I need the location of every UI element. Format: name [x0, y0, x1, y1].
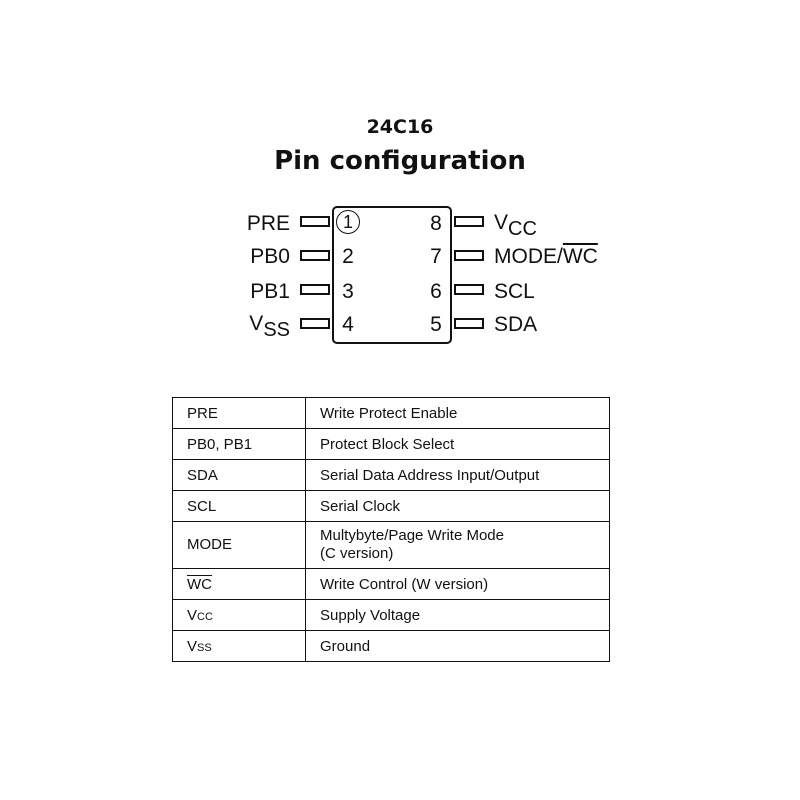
pin-symbol: PRE	[173, 398, 306, 429]
table-row	[173, 569, 610, 600]
pin-description: Write Control (W version)	[306, 569, 610, 600]
pin-label-vcc: VCC	[494, 211, 537, 240]
pin-number-1: 1	[336, 210, 360, 234]
table-row	[173, 429, 610, 460]
pin-label-vss: VSS	[249, 312, 290, 341]
pin-label-mode-wc: MODE/$\overline{WC}$	[494, 245, 598, 268]
pin-symbol: VSS	[173, 631, 306, 662]
pin-description	[306, 522, 610, 569]
pin-symbol: SCL	[173, 491, 306, 522]
pin-7-lead	[454, 250, 484, 261]
pin-number-6: 6	[430, 280, 442, 303]
pin-label-pb0: PB0	[250, 245, 290, 268]
pin-number-7: 7	[430, 245, 442, 268]
pin-description: Write Protect Enable	[306, 398, 610, 429]
pin-symbol-text: $\overline{WC}$	[187, 575, 212, 593]
pin-description-line: (C version)	[320, 545, 394, 562]
pin-6-lead	[454, 284, 484, 295]
pin-symbol: SDA	[173, 460, 306, 491]
pin-description-table	[172, 397, 610, 662]
pin-number-5: 5	[430, 313, 442, 336]
pin-number-8: 8	[430, 212, 442, 235]
pin-2-lead	[300, 250, 330, 261]
table-row	[173, 398, 610, 429]
pin-5-lead	[454, 318, 484, 329]
pin-symbol: VCC	[173, 600, 306, 631]
pin-number-4: 4	[342, 313, 354, 336]
pin-number-3: 3	[342, 280, 354, 303]
pin-symbol: PB0, PB1	[173, 429, 306, 460]
table-row	[173, 522, 610, 569]
pin-number-2: 2	[342, 245, 354, 268]
table-row	[173, 491, 610, 522]
pin-description-line: Multybyte/Page Write Mode	[320, 527, 504, 544]
pin-8-lead	[454, 216, 484, 227]
pin-4-lead	[300, 318, 330, 329]
pin-label-sda: SDA	[494, 313, 538, 336]
pin-description: Protect Block Select	[306, 429, 610, 460]
table-row	[173, 460, 610, 491]
pin-description: Serial Clock	[306, 491, 610, 522]
table-row	[173, 600, 610, 631]
table-row	[173, 631, 610, 662]
diagram-title: Pin configuration	[274, 146, 526, 176]
pin-symbol	[173, 569, 306, 600]
pin-label-scl: SCL	[494, 280, 535, 303]
pin-1-lead	[300, 216, 330, 227]
pin-3-lead	[300, 284, 330, 295]
chip-name: 24C16	[366, 116, 434, 138]
pin-description: Ground	[306, 631, 610, 662]
pin-label-pb1: PB1	[250, 280, 290, 303]
pin-description: Serial Data Address Input/Output	[306, 460, 610, 491]
pin-description: Supply Voltage	[306, 600, 610, 631]
pin-label-pre: PRE	[246, 212, 290, 235]
pin-symbol: MODE	[173, 522, 306, 569]
